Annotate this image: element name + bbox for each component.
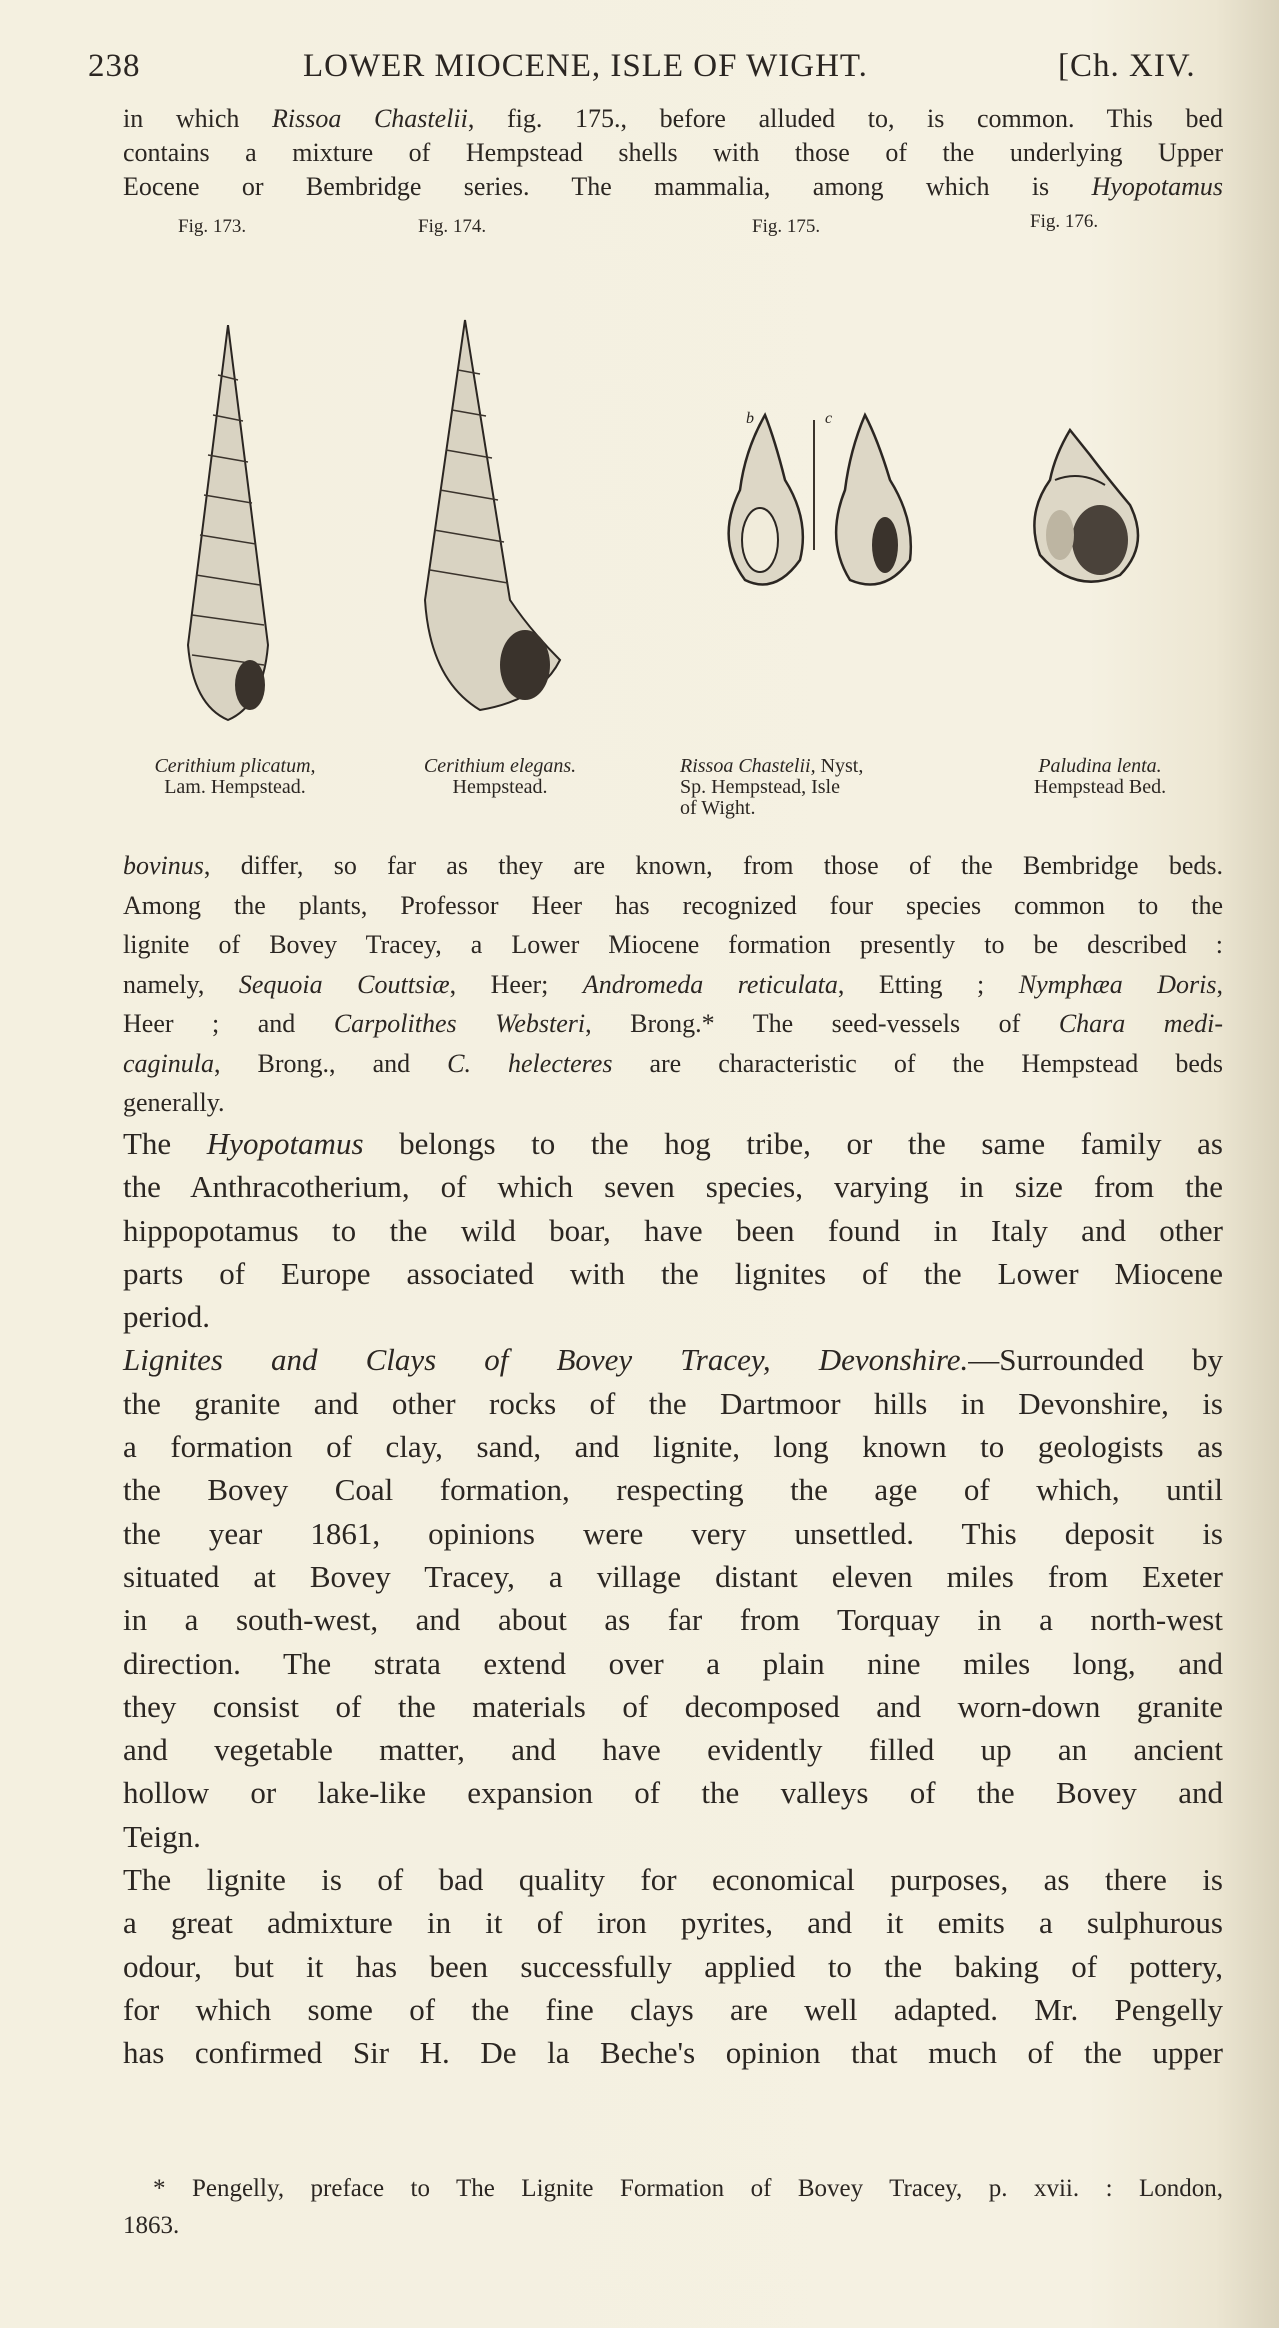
cerithium-plicatum-illustration: [168, 325, 288, 725]
text-run: are characteristic of the Hempstead beds: [612, 1048, 1223, 1078]
text-run: in which: [123, 104, 272, 133]
text-run: in a south-west, and about as far from Torquay in a north-west: [123, 1602, 1223, 1638]
text-line: [123, 1122, 1223, 1165]
text-line: [123, 1083, 1223, 1123]
italic-text: Andromeda reticulata: [582, 969, 838, 999]
caption-locality-cont: of Wight.: [680, 797, 756, 819]
cerithium-elegans-illustration: [400, 300, 570, 720]
text-run: Teign.: [123, 1818, 201, 1854]
text-line: [123, 2207, 1223, 2244]
text-line: [123, 2170, 1223, 2207]
text-run: 1863.: [123, 2212, 180, 2239]
text-run: belongs to the hog tribe, or the same family as: [363, 1126, 1223, 1161]
text-line: [123, 1945, 1223, 1988]
italic-text: Hyopotamus: [206, 1126, 364, 1161]
text-run: , fig. 175., before alluded to, is common. This bed: [467, 104, 1224, 133]
italic-text: Nymphæa Doris: [1018, 969, 1217, 999]
text-run: hippopotamus to the wild boar, have been found in Italy and other: [123, 1212, 1223, 1248]
fig-176-label: Fig. 176.: [1030, 211, 1099, 232]
text-line: [123, 102, 1223, 136]
text-run: * Pengelly, preface to The Lignite Formation of Bovey Tracey, p. xvii. : London,: [153, 2175, 1223, 2202]
text-run: period.: [123, 1299, 210, 1335]
italic-text: Carpolithes Websteri: [333, 1009, 586, 1038]
text-line: [123, 1598, 1223, 1641]
text-line: [123, 1382, 1223, 1425]
italic-text: Lignites and Clays of Bovey Tracey, Devonshire.: [123, 1342, 969, 1378]
caption-locality: Hempstead Bed.: [1033, 776, 1167, 798]
paragraph-intro: [123, 102, 1223, 204]
text-line: [123, 1209, 1223, 1252]
text-run: a great admixture in it of iron pyrites, and it emits a sulphurous: [123, 1905, 1223, 1941]
page-number: 238: [88, 48, 141, 84]
text-line: [123, 1815, 1223, 1858]
rissoa-chastelii-front-illustration: [715, 410, 815, 590]
text-line: [123, 1468, 1223, 1511]
caption-species: Cerithium elegans.: [423, 755, 577, 777]
caption-species: Cerithium plicatum,: [154, 755, 316, 777]
caption-locality: Hempstead.: [452, 776, 548, 798]
text-run: for which some of the fine clays are well adapted. Mr. Pengelly: [123, 1991, 1223, 2027]
text-run: , differ, so far as they are known, from those of the Bembridge beds.: [203, 851, 1223, 880]
text-line: [123, 1555, 1223, 1598]
paragraph-plants: [123, 846, 1223, 1123]
text-line: [123, 170, 1223, 204]
text-line: [123, 1685, 1223, 1728]
paludina-lenta-illustration: [1020, 425, 1150, 595]
fig-173-label: Fig. 173.: [178, 216, 247, 237]
text-run: and vegetable matter, and have evidently filled up an ancient: [123, 1732, 1223, 1768]
text-run: namely,: [123, 969, 239, 999]
rissoa-chastelii-back-illustration: [820, 410, 920, 590]
text-run: the Anthracotherium, of which seven species, varying in size from the: [123, 1169, 1223, 1205]
fig-175-mark-b: b: [746, 410, 754, 427]
fig-174-label: Fig. 174.: [418, 216, 487, 237]
text-run: , Heer;: [449, 969, 583, 999]
text-line: [123, 1338, 1223, 1381]
text-line: [123, 2031, 1223, 2074]
text-line: [123, 1425, 1223, 1468]
fig-175-scale-bar: [813, 420, 815, 550]
text-line: [123, 1044, 1223, 1084]
text-run: hollow or lake-like expansion of the valleys of the Bovey and: [123, 1775, 1223, 1811]
text-line: [123, 1988, 1223, 2031]
text-run: the year 1861, opinions were very unsettled. This deposit is: [123, 1515, 1223, 1551]
italic-text: Chara medi-: [1058, 1009, 1223, 1038]
text-line: [123, 925, 1223, 965]
text-line: [123, 1004, 1223, 1044]
caption-author: Nyst,: [815, 755, 864, 777]
text-run: the granite and other rocks of the Dartmoor hills in Devonshire, is: [123, 1385, 1223, 1421]
chapter-label: [Ch. XIV.: [1058, 48, 1196, 84]
text-run: odour, but it has been successfully applied to the baking of pottery,: [123, 1948, 1223, 1984]
text-line: [123, 886, 1223, 926]
text-run: —Surrounded by: [968, 1342, 1223, 1378]
fig-175-caption: [680, 756, 950, 819]
text-run: direction. The strata extend over a plain nine miles long, and: [123, 1645, 1223, 1681]
paragraph-main: [123, 1122, 1223, 2075]
text-run: Among the plants, Professor Heer has recognized four species common to the: [123, 890, 1223, 920]
text-run: they consist of the materials of decomposed and worn-down granite: [123, 1688, 1223, 1724]
italic-text: Hyopotamus: [1091, 172, 1223, 201]
footnote: [123, 2170, 1223, 2244]
text-run: , Brong., and: [214, 1048, 448, 1078]
text-run: has confirmed Sir H. De la Beche's opinion that much of the upper: [123, 2035, 1223, 2071]
fig-174-caption: [380, 756, 620, 798]
text-run: , Etting ;: [837, 969, 1019, 999]
text-line: [123, 1771, 1223, 1814]
caption-species: Paludina lenta.: [1038, 755, 1162, 777]
text-run: Heer ; and: [123, 1009, 334, 1038]
text-run: the Bovey Coal formation, respecting the age of which, until: [123, 1472, 1223, 1508]
fig-176-caption: [990, 756, 1210, 798]
text-run: , Brong.* The seed-vessels of: [585, 1009, 1059, 1038]
text-line: [123, 1165, 1223, 1208]
text-line: [123, 1728, 1223, 1771]
text-line: [123, 1512, 1223, 1555]
text-line: [123, 1901, 1223, 1944]
italic-text: C. helecteres: [447, 1048, 613, 1078]
text-line: [123, 1858, 1223, 1901]
caption-locality: Sp. Hempstead, Isle: [680, 776, 840, 798]
text-line: [123, 965, 1223, 1005]
text-run: situated at Bovey Tracey, a village distant eleven miles from Exeter: [123, 1558, 1223, 1594]
caption-species: Rissoa Chastelii,: [680, 755, 816, 777]
fig-175-label: Fig. 175.: [752, 216, 821, 237]
text-line: [123, 846, 1223, 886]
text-run: a formation of clay, sand, and lignite, long known to geologists as: [123, 1429, 1223, 1465]
fig-173-caption: [110, 756, 360, 798]
text-line: [123, 1295, 1223, 1338]
text-line: [123, 1252, 1223, 1295]
fig-175-mark-c: c: [825, 410, 833, 427]
text-run: Eocene or Bembridge series. The mammalia, among which is: [123, 172, 1092, 201]
text-run: lignite of Bovey Tracey, a Lower Miocene formation presently to be described :: [123, 930, 1223, 959]
caption-locality: Lam. Hempstead.: [164, 776, 306, 798]
text-run: The: [123, 1126, 207, 1161]
text-run: parts of Europe associated with the lignites of the Lower Miocene: [123, 1255, 1223, 1291]
text-run: ,: [1216, 969, 1223, 999]
text-run: The lignite is of bad quality for economical purposes, as there is: [123, 1862, 1223, 1898]
italic-text: bovinus: [123, 851, 204, 880]
italic-text: Sequoia Couttsiæ: [238, 969, 450, 999]
running-header: [88, 48, 1223, 88]
text-run: generally.: [123, 1088, 225, 1117]
text-run: contains a mixture of Hempstead shells with those of the underlying Upper: [123, 138, 1223, 167]
italic-text: caginula: [123, 1048, 214, 1078]
italic-text: Rissoa Chastelii: [272, 104, 468, 133]
running-title: LOWER MIOCENE, ISLE OF WIGHT.: [303, 48, 868, 84]
text-line: [123, 1642, 1223, 1685]
text-line: [123, 136, 1223, 170]
